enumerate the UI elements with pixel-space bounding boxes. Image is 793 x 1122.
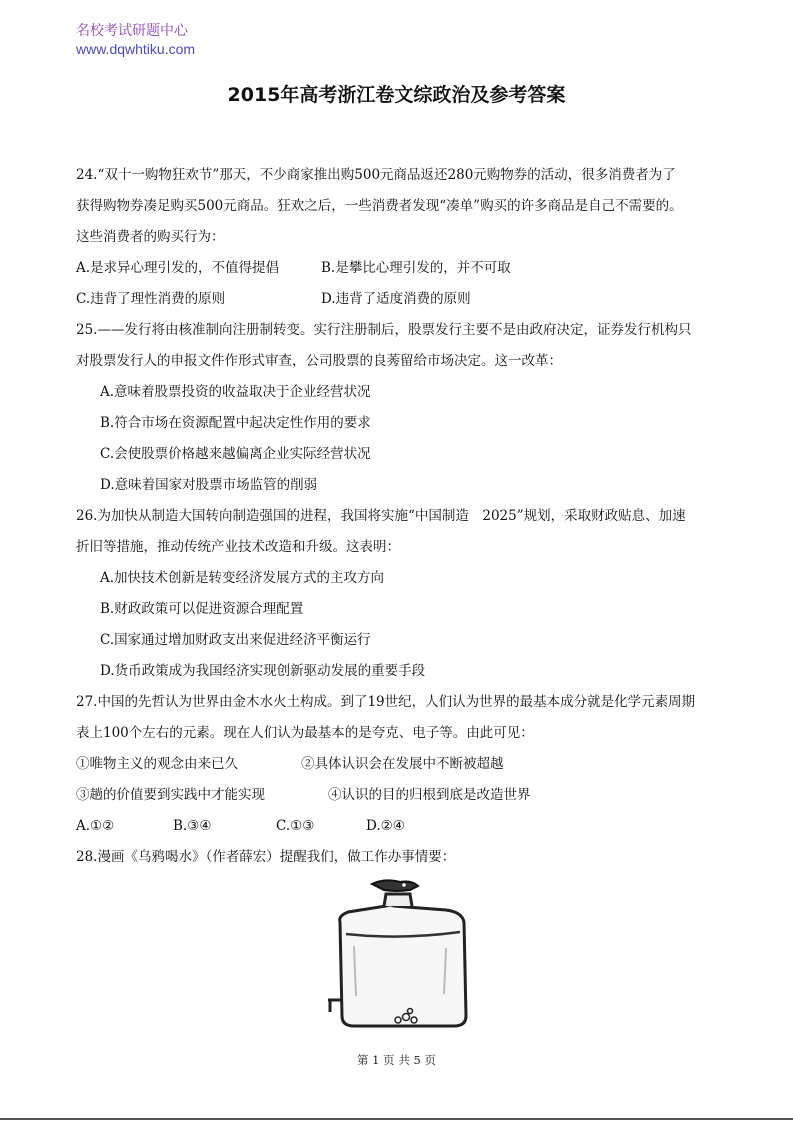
statement-3: ③趟的价值要到实践中才能实现 [76, 787, 265, 803]
page-footer: 第 1 页 共 5 页 [357, 1053, 436, 1067]
tap-icon [328, 1000, 342, 1012]
option-b: B.财政政策可以促进资源合理配置 [100, 601, 304, 617]
option-c: C.①③ [276, 818, 315, 834]
option-a: A.加快技术创新是转变经济发展方式的主攻方向 [100, 570, 385, 586]
option-d: D.意味着国家对股票市场监管的削弱 [100, 477, 318, 493]
crow-icon [372, 880, 418, 891]
question-24-line-3: 这些消费者的购买行为： [76, 229, 225, 245]
option-c: C.会使股票价格越来越偏离企业实际经营状况 [100, 446, 371, 462]
page-title: 2015年高考浙江卷文综政治及参考答案 [227, 84, 566, 106]
question-24-line-2: 获得购物券凑足购买500元商品。狂欢之后，一些消费者发现“凑单”购买的许多商品是自己不需要的。 [76, 198, 683, 214]
statement-2: ②具体认识会在发展中不断被超越 [301, 756, 504, 772]
option-a: A.①② [76, 818, 115, 834]
question-24-options-row-2 [76, 284, 716, 315]
question-24-line-1: 24.“双十一购物狂欢节”那天，不少商家推出购500元商品返还280元购物券的活动，很多消费者为了 [76, 167, 676, 183]
watermark-url: www.dqwhtiku.com [76, 41, 196, 57]
question-27-options [76, 811, 716, 842]
option-c: C.国家通过增加财政支出来促进经济平衡运行 [100, 632, 371, 648]
question-25-line-2: 对股票发行人的申报文件作形式审查，公司股票的良莠留给市场决定。这一改革： [76, 353, 562, 369]
question-25-line-1: 25.——发行将由核准制向注册制转变。实行注册制后，股票发行主要不是由政府决定，证券发行机构只 [76, 322, 692, 338]
option-b: B.符合市场在资源配置中起决定性作用的要求 [100, 415, 371, 431]
site-watermark [76, 22, 195, 58]
jug-neck [384, 894, 412, 906]
question-27-statements-row-2 [76, 780, 716, 811]
option-a: A.是求异心理引发的，不值得提倡 [76, 260, 280, 276]
question-27-line-2: 表上100个左右的元素。现在人们认为最基本的是夸克、电子等。由此可见： [76, 725, 534, 741]
watermark-name: 名校考试研题中心 [76, 23, 188, 39]
crow-drinking-cartoon [326, 876, 476, 1036]
question-27-line-1: 27.中国的先哲认为世界由金木水火土构成。到了19世纪，人们认为世界的最基本成分就是化学元素周期 [76, 694, 696, 710]
cartoon-drawing [326, 876, 476, 1036]
question-26-line-2: 折旧等措施，推动传统产业技术改造和升级。这表明： [76, 539, 400, 555]
option-b: B.是攀比心理引发的，并不可取 [321, 260, 511, 276]
statement-1: ①唯物主义的观念由来已久 [76, 756, 238, 772]
question-28-line-1: 28.漫画《乌鸦喝水》（作者薛宏）提醒我们，做工作办事情要： [76, 849, 456, 865]
question-24-options-row-1 [76, 253, 716, 284]
question-26-line-1: 26.为加快从制造大国转向制造强国的进程，我国将实施“中国制造 2025”规划，采取财政贴息、加速 [76, 508, 686, 524]
option-b: B.③④ [173, 818, 212, 834]
crow-eye-icon [402, 883, 406, 887]
option-d: D.②④ [366, 818, 405, 834]
bottom-divider [0, 1118, 793, 1120]
question-list [76, 160, 716, 873]
jug-outline [340, 905, 466, 1026]
option-d: D.货币政策成为我国经济实现创新驱动发展的重要手段 [100, 663, 426, 679]
statement-4: ④认识的目的归根到底是改造世界 [328, 787, 531, 803]
option-c: C.违背了理性消费的原则 [76, 291, 226, 307]
option-d: D.违背了适度消费的原则 [321, 291, 471, 307]
question-27-statements-row-1 [76, 749, 716, 780]
option-a: A.意味着股票投资的收益取决于企业经营状况 [100, 384, 371, 400]
